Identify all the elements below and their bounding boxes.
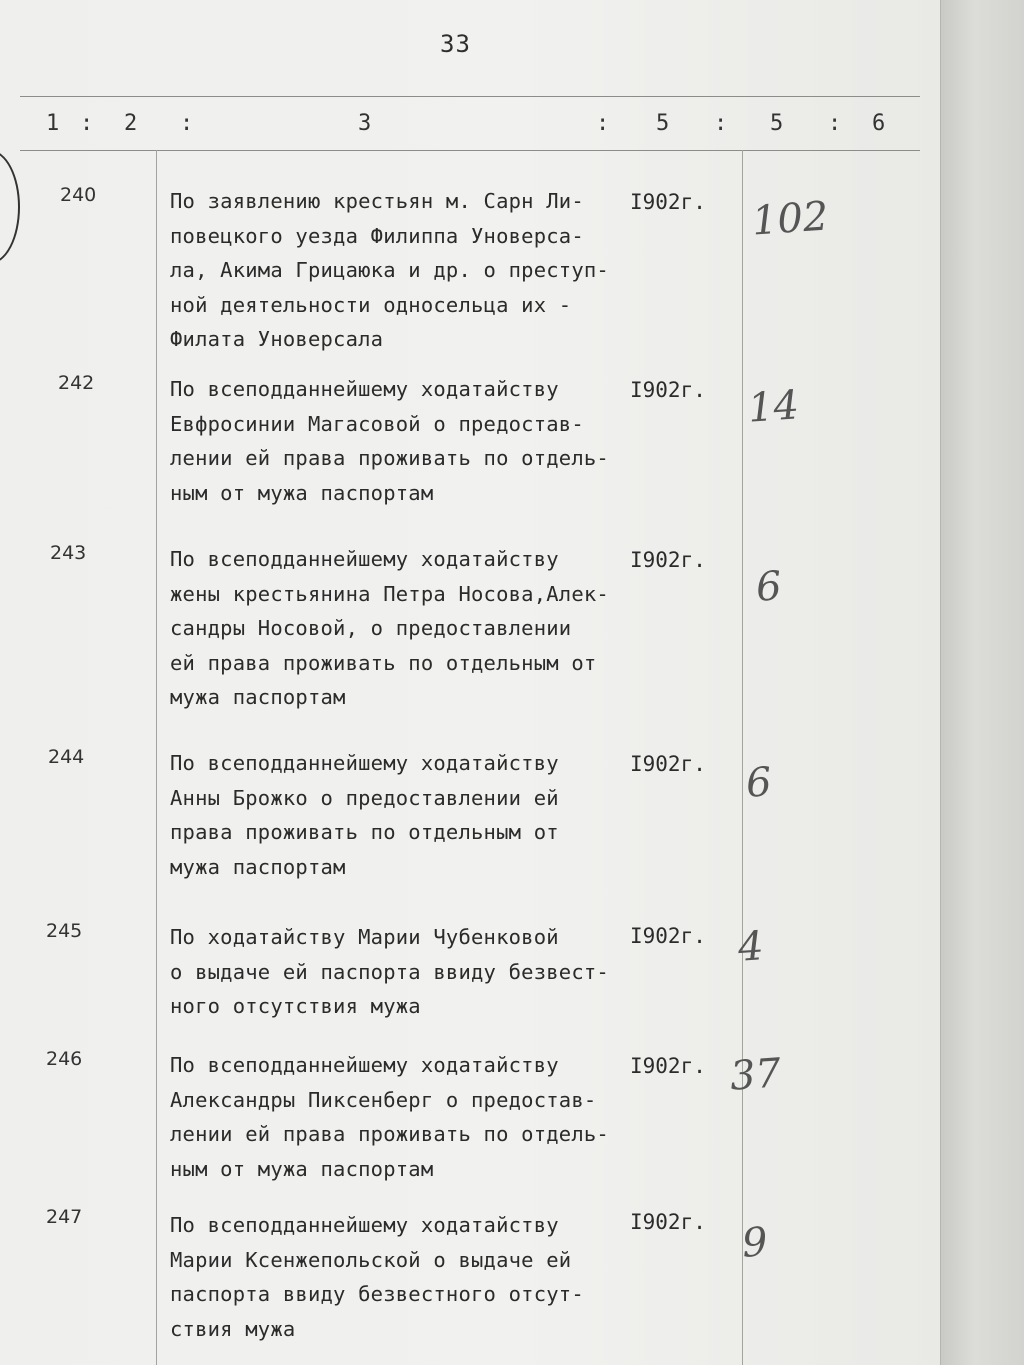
entry-year: I902г. bbox=[630, 190, 706, 214]
column-header-2: 2 bbox=[124, 111, 138, 136]
entry-title: По всеподданнейшему ходатайству жены крестьянина Петра Носова,Алек- сандры Носовой, о предоставлении ей права проживать по отдельным от мужа паспортам bbox=[170, 547, 609, 709]
entry-title: По заявлению крестьян м. Сарн Ли- повецкого уезда Филиппа Уноверса- ла, Акима Грицаюка и др. о преступ- ной деятельности односельца их - Филата Уноверсала bbox=[170, 189, 609, 351]
entry-number: 246 bbox=[46, 1048, 83, 1070]
entry-year: I902г. bbox=[630, 548, 706, 572]
entry-title: По ходатайству Марии Чубенковой о выдаче ей паспорта ввиду безвест- ного отсутствия мужа bbox=[170, 925, 609, 1018]
column-header-4: 5 bbox=[656, 111, 670, 136]
entry-title: По всеподданнейшему ходатайству Анны Брожко о предоставлении ей права проживать по отдельным от мужа паспортам bbox=[170, 751, 559, 879]
entry-sheet-count: 37 bbox=[728, 1050, 783, 1100]
entry-year: I902г. bbox=[630, 1054, 706, 1078]
entry-sheet-count: 9 bbox=[740, 1219, 770, 1267]
entry-sheet-count: 14 bbox=[746, 382, 801, 432]
page-number: 33 bbox=[440, 30, 471, 58]
entry-year: I902г. bbox=[630, 1210, 706, 1234]
entry-number: 243 bbox=[50, 542, 87, 564]
entry-title: По всеподданнейшему ходатайству Александры Пиксенберг о предостав- лении ей права проживать по отдель- ным от мужа паспортам bbox=[170, 1053, 609, 1181]
binding-mark bbox=[0, 150, 20, 264]
next-page-edge bbox=[940, 0, 1024, 1365]
entry-number: 247 bbox=[46, 1206, 83, 1228]
column-header-1: 1 bbox=[46, 111, 60, 136]
entry-year: I902г. bbox=[630, 378, 706, 402]
column-separator: : bbox=[80, 111, 94, 136]
header-bottom-rule bbox=[20, 150, 920, 151]
column-separator: : bbox=[828, 111, 842, 136]
entry-number: 242 bbox=[58, 372, 95, 394]
column-separator: : bbox=[596, 111, 610, 136]
header-top-rule bbox=[20, 96, 920, 97]
entry-title: По всеподданнейшему ходатайству Марии Ксенжепольской о выдаче ей паспорта ввиду безвестного отсут- ствия мужа bbox=[170, 1213, 584, 1341]
column-rule-left bbox=[156, 150, 157, 1365]
column-separator: : bbox=[180, 111, 194, 136]
column-rule-right bbox=[742, 150, 743, 1365]
entry-number: 245 bbox=[46, 920, 83, 942]
entry-sheet-count: 6 bbox=[744, 759, 774, 807]
column-separator: : bbox=[714, 111, 728, 136]
column-header-6: 6 bbox=[872, 111, 886, 136]
entry-number: 240 bbox=[60, 184, 97, 206]
entry-year: I902г. bbox=[630, 752, 706, 776]
entry-year: I902г. bbox=[630, 924, 706, 948]
entry-sheet-count: 4 bbox=[736, 923, 766, 971]
entry-sheet-count: 102 bbox=[750, 193, 830, 245]
entry-title: По всеподданнейшему ходатайству Евфросинии Магасовой о предостав- лении ей права проживать по отдель- ным от мужа паспортам bbox=[170, 377, 609, 505]
column-header-5: 5 bbox=[770, 111, 784, 136]
entry-sheet-count: 6 bbox=[754, 563, 784, 611]
entry-number: 244 bbox=[48, 746, 85, 768]
column-header-3: 3 bbox=[358, 111, 372, 136]
